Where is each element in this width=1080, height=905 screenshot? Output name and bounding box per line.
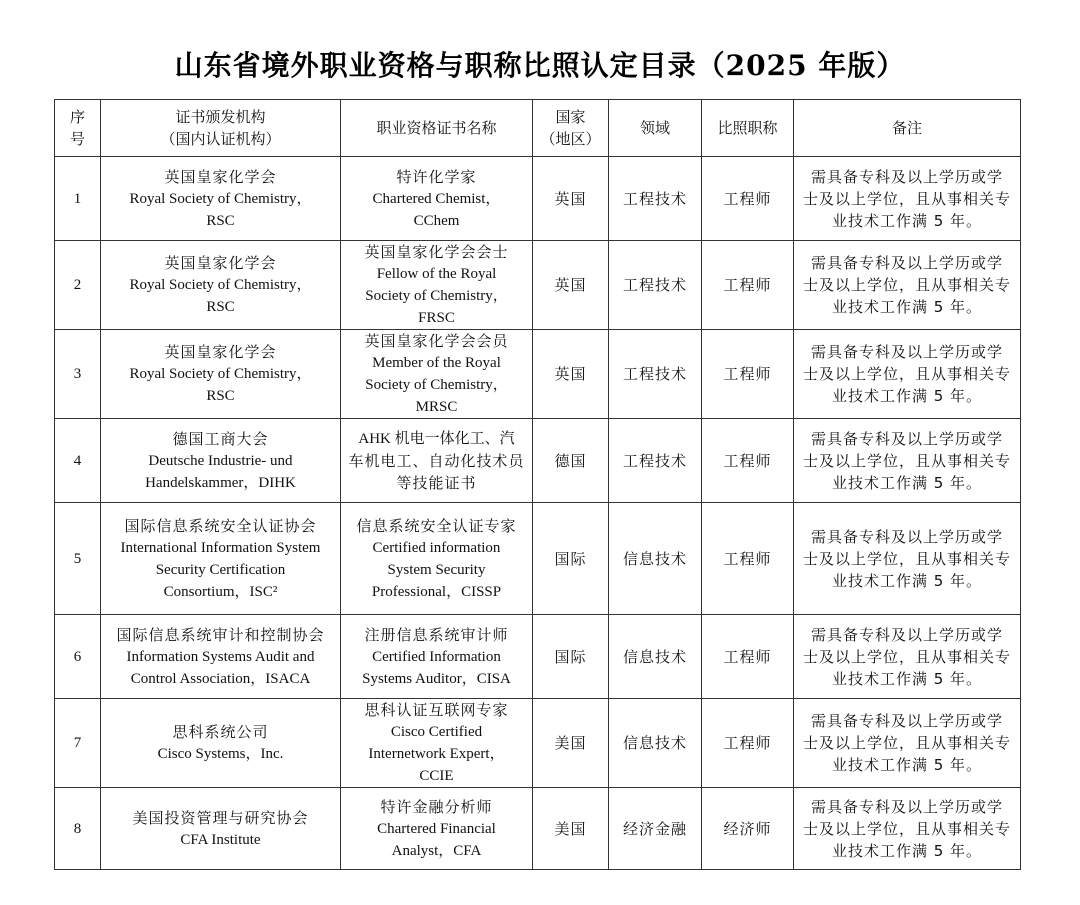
cell-remark-line: 需具备专科及以上学历或学 xyxy=(810,167,1003,186)
cell-issuer xyxy=(101,699,341,788)
cell-field: 经济金融 xyxy=(609,788,702,870)
cell-no: 4 xyxy=(55,419,101,503)
cell-issuer-line: Royal Society of Chemistry， xyxy=(129,190,312,207)
cell-remark-line: 士及以上学位，且从事相关专 xyxy=(802,451,1011,470)
cell-certificate-line: Society of Chemistry， xyxy=(365,377,508,393)
cell-issuer xyxy=(101,503,341,615)
cell-issuer-line: 美国投资管理与研究协会 xyxy=(132,808,309,827)
table-row xyxy=(55,699,1021,788)
cell-country: 英国 xyxy=(533,241,609,330)
cell-certificate-line: 特许金融分析师 xyxy=(380,797,493,816)
cell-certificate-line: Systems Auditor，CISA xyxy=(362,670,511,687)
cell-field: 信息技术 xyxy=(609,615,702,699)
cell-no: 2 xyxy=(55,241,101,330)
cell-certificate-line: 信息系统安全认证专家 xyxy=(356,516,517,535)
cell-issuer xyxy=(101,330,341,419)
cell-issuer-line: Information Systems Audit and xyxy=(126,648,315,665)
cell-remark-line: 业技术工作满 5 年。 xyxy=(831,473,983,492)
cell-remark-line: 士及以上学位，且从事相关专 xyxy=(802,189,1011,208)
cell-certificate xyxy=(341,503,533,615)
cell-certificate xyxy=(341,615,533,699)
cell-issuer-line: RSC xyxy=(206,212,235,229)
cell-certificate-line: MRSC xyxy=(415,399,458,415)
cell-certificate-line: System Security xyxy=(387,561,486,578)
cell-certificate-line: Cisco Certified xyxy=(390,724,483,740)
cell-issuer-line: Control Association，ISACA xyxy=(130,670,311,687)
cell-issuer-line: 思科系统公司 xyxy=(172,723,269,741)
cell-certificate-line: CCIE xyxy=(419,768,454,784)
cell-remark-line: 需具备专科及以上学历或学 xyxy=(810,797,1003,816)
table-row xyxy=(55,157,1021,241)
cell-title: 经济师 xyxy=(702,788,794,870)
cell-issuer-line: 德国工商大会 xyxy=(172,429,269,448)
cell-country: 美国 xyxy=(533,699,609,788)
cell-issuer xyxy=(101,241,341,330)
cell-certificate-line: Chartered Financial xyxy=(377,820,496,837)
cell-issuer-line: 国际信息系统审计和控制协会 xyxy=(116,625,325,644)
cell-certificate-line: 英国皇家化学会会士 xyxy=(364,243,509,261)
cell-remark-line: 士及以上学位，且从事相关专 xyxy=(802,549,1011,568)
cell-remark xyxy=(794,503,1021,615)
cell-title: 工程师 xyxy=(702,157,794,241)
cell-remark-line: 业技术工作满 5 年。 xyxy=(831,669,983,688)
cell-remark-line: 士及以上学位，且从事相关专 xyxy=(802,647,1011,666)
cell-no: 7 xyxy=(55,699,101,788)
cell-country: 美国 xyxy=(533,788,609,870)
cell-title: 工程师 xyxy=(702,699,794,788)
cell-certificate-line: Member of the Royal xyxy=(372,355,501,371)
cell-issuer-line: 英国皇家化学会 xyxy=(164,254,277,272)
cell-remark-line: 业技术工作满 5 年。 xyxy=(831,211,983,230)
cell-country: 德国 xyxy=(533,419,609,503)
header-certificate: 职业资格证书名称 xyxy=(341,100,533,157)
cell-remark-line: 需具备专科及以上学历或学 xyxy=(810,429,1003,448)
cell-certificate-line: FRSC xyxy=(418,310,455,326)
table-row xyxy=(55,615,1021,699)
cell-certificate-line: Society of Chemistry， xyxy=(365,288,508,304)
cell-title: 工程师 xyxy=(702,419,794,503)
cell-remark xyxy=(794,157,1021,241)
cell-remark-line: 士及以上学位，且从事相关专 xyxy=(802,276,1011,294)
cell-issuer xyxy=(101,419,341,503)
cell-issuer xyxy=(101,157,341,241)
cell-remark-line: 业技术工作满 5 年。 xyxy=(831,756,983,774)
cell-issuer-line: Royal Society of Chemistry， xyxy=(129,366,312,382)
cell-country: 国际 xyxy=(533,503,609,615)
qualification-table xyxy=(54,99,1021,870)
cell-field: 信息技术 xyxy=(609,503,702,615)
cell-certificate-line: Professional，CISSP xyxy=(371,583,502,600)
cell-remark xyxy=(794,788,1021,870)
cell-certificate-line: 车机电工、自动化技术员 xyxy=(348,451,525,470)
cell-remark-line: 业技术工作满 5 年。 xyxy=(831,387,983,405)
cell-field: 工程技术 xyxy=(609,241,702,330)
table-row xyxy=(55,419,1021,503)
cell-certificate-line: 思科认证互联网专家 xyxy=(364,701,509,719)
cell-issuer xyxy=(101,615,341,699)
cell-remark-line: 需具备专科及以上学历或学 xyxy=(810,712,1003,730)
header-no: 序 号 xyxy=(55,100,101,157)
cell-title: 工程师 xyxy=(702,241,794,330)
cell-issuer-line: 英国皇家化学会 xyxy=(164,343,277,361)
cell-certificate-line: 等技能证书 xyxy=(396,473,477,492)
cell-issuer-line: RSC xyxy=(206,388,235,404)
cell-issuer-line: International Information System xyxy=(120,539,321,556)
cell-remark-line: 士及以上学位，且从事相关专 xyxy=(802,819,1011,838)
cell-certificate xyxy=(341,699,533,788)
table-body xyxy=(55,157,1021,870)
cell-certificate-line: Fellow of the Royal xyxy=(376,266,497,282)
cell-title: 工程师 xyxy=(702,503,794,615)
cell-certificate xyxy=(341,157,533,241)
cell-no: 1 xyxy=(55,157,101,241)
cell-certificate-line: Analyst，CFA xyxy=(391,842,482,859)
page-title: 山东省境外职业资格与职称比照认定目录（2025 年版） xyxy=(174,49,906,82)
cell-country: 英国 xyxy=(533,330,609,419)
cell-remark-line: 需具备专科及以上学历或学 xyxy=(810,527,1003,546)
cell-remark-line: 需具备专科及以上学历或学 xyxy=(810,254,1003,272)
cell-issuer-line: 英国皇家化学会 xyxy=(164,167,277,186)
cell-field: 信息技术 xyxy=(609,699,702,788)
cell-issuer-line: RSC xyxy=(206,299,235,315)
cell-remark-line: 业技术工作满 5 年。 xyxy=(831,298,983,316)
header-remark: 备注 xyxy=(794,100,1021,157)
cell-remark-line: 士及以上学位，且从事相关专 xyxy=(802,365,1011,383)
cell-remark xyxy=(794,330,1021,419)
cell-issuer-line: Handelskammer，DIHK xyxy=(145,474,296,491)
cell-no: 3 xyxy=(55,330,101,419)
cell-remark-line: 士及以上学位，且从事相关专 xyxy=(802,734,1011,752)
cell-title: 工程师 xyxy=(702,330,794,419)
cell-remark-line: 需具备专科及以上学历或学 xyxy=(810,625,1003,644)
header-issuer: 证书颁发机构 （国内认证机构） xyxy=(101,100,341,157)
cell-title: 工程师 xyxy=(702,615,794,699)
cell-country: 英国 xyxy=(533,157,609,241)
cell-issuer-line: Royal Society of Chemistry， xyxy=(129,277,312,293)
cell-remark xyxy=(794,699,1021,788)
cell-certificate-line: Chartered Chemist， xyxy=(372,190,501,207)
cell-certificate-line: Certified information xyxy=(372,539,501,556)
cell-remark-line: 业技术工作满 5 年。 xyxy=(831,841,983,860)
header-title: 比照职称 xyxy=(702,100,794,157)
cell-remark-line: 需具备专科及以上学历或学 xyxy=(810,343,1003,361)
cell-issuer-line: Consortium，ISC² xyxy=(163,583,278,600)
cell-certificate-line: Certified Information xyxy=(372,648,501,665)
cell-field: 工程技术 xyxy=(609,157,702,241)
cell-certificate xyxy=(341,419,533,503)
cell-certificate-line: AHK 机电一体化工、汽 xyxy=(358,430,515,447)
cell-country: 国际 xyxy=(533,615,609,699)
cell-certificate xyxy=(341,788,533,870)
cell-remark-line: 业技术工作满 5 年。 xyxy=(831,571,983,590)
cell-no: 8 xyxy=(55,788,101,870)
header-field: 领域 xyxy=(609,100,702,157)
cell-certificate-line: Internetwork Expert， xyxy=(368,746,505,762)
table-row xyxy=(55,330,1021,419)
cell-certificate-line: 特许化学家 xyxy=(396,167,477,186)
cell-issuer-line: 国际信息系统安全认证协会 xyxy=(124,516,317,535)
cell-no: 5 xyxy=(55,503,101,615)
cell-issuer-line: CFA Institute xyxy=(180,831,261,848)
cell-certificate-line: 注册信息系统审计师 xyxy=(364,625,509,644)
table-row xyxy=(55,241,1021,330)
table-row xyxy=(55,788,1021,870)
cell-certificate-line: CChem xyxy=(413,212,460,229)
cell-certificate-line: 英国皇家化学会会员 xyxy=(364,332,509,350)
cell-certificate xyxy=(341,241,533,330)
cell-field: 工程技术 xyxy=(609,330,702,419)
cell-field: 工程技术 xyxy=(609,419,702,503)
cell-remark xyxy=(794,615,1021,699)
cell-issuer xyxy=(101,788,341,870)
header-row xyxy=(55,100,1021,157)
cell-no: 6 xyxy=(55,615,101,699)
header-country: 国家 （地区） xyxy=(533,100,609,157)
table-row xyxy=(55,503,1021,615)
cell-certificate xyxy=(341,330,533,419)
cell-issuer-line: Security Certification xyxy=(155,561,286,578)
cell-remark xyxy=(794,419,1021,503)
cell-issuer-line: Cisco Systems，Inc. xyxy=(157,746,284,762)
cell-remark xyxy=(794,241,1021,330)
cell-issuer-line: Deutsche Industrie- und xyxy=(148,452,293,469)
